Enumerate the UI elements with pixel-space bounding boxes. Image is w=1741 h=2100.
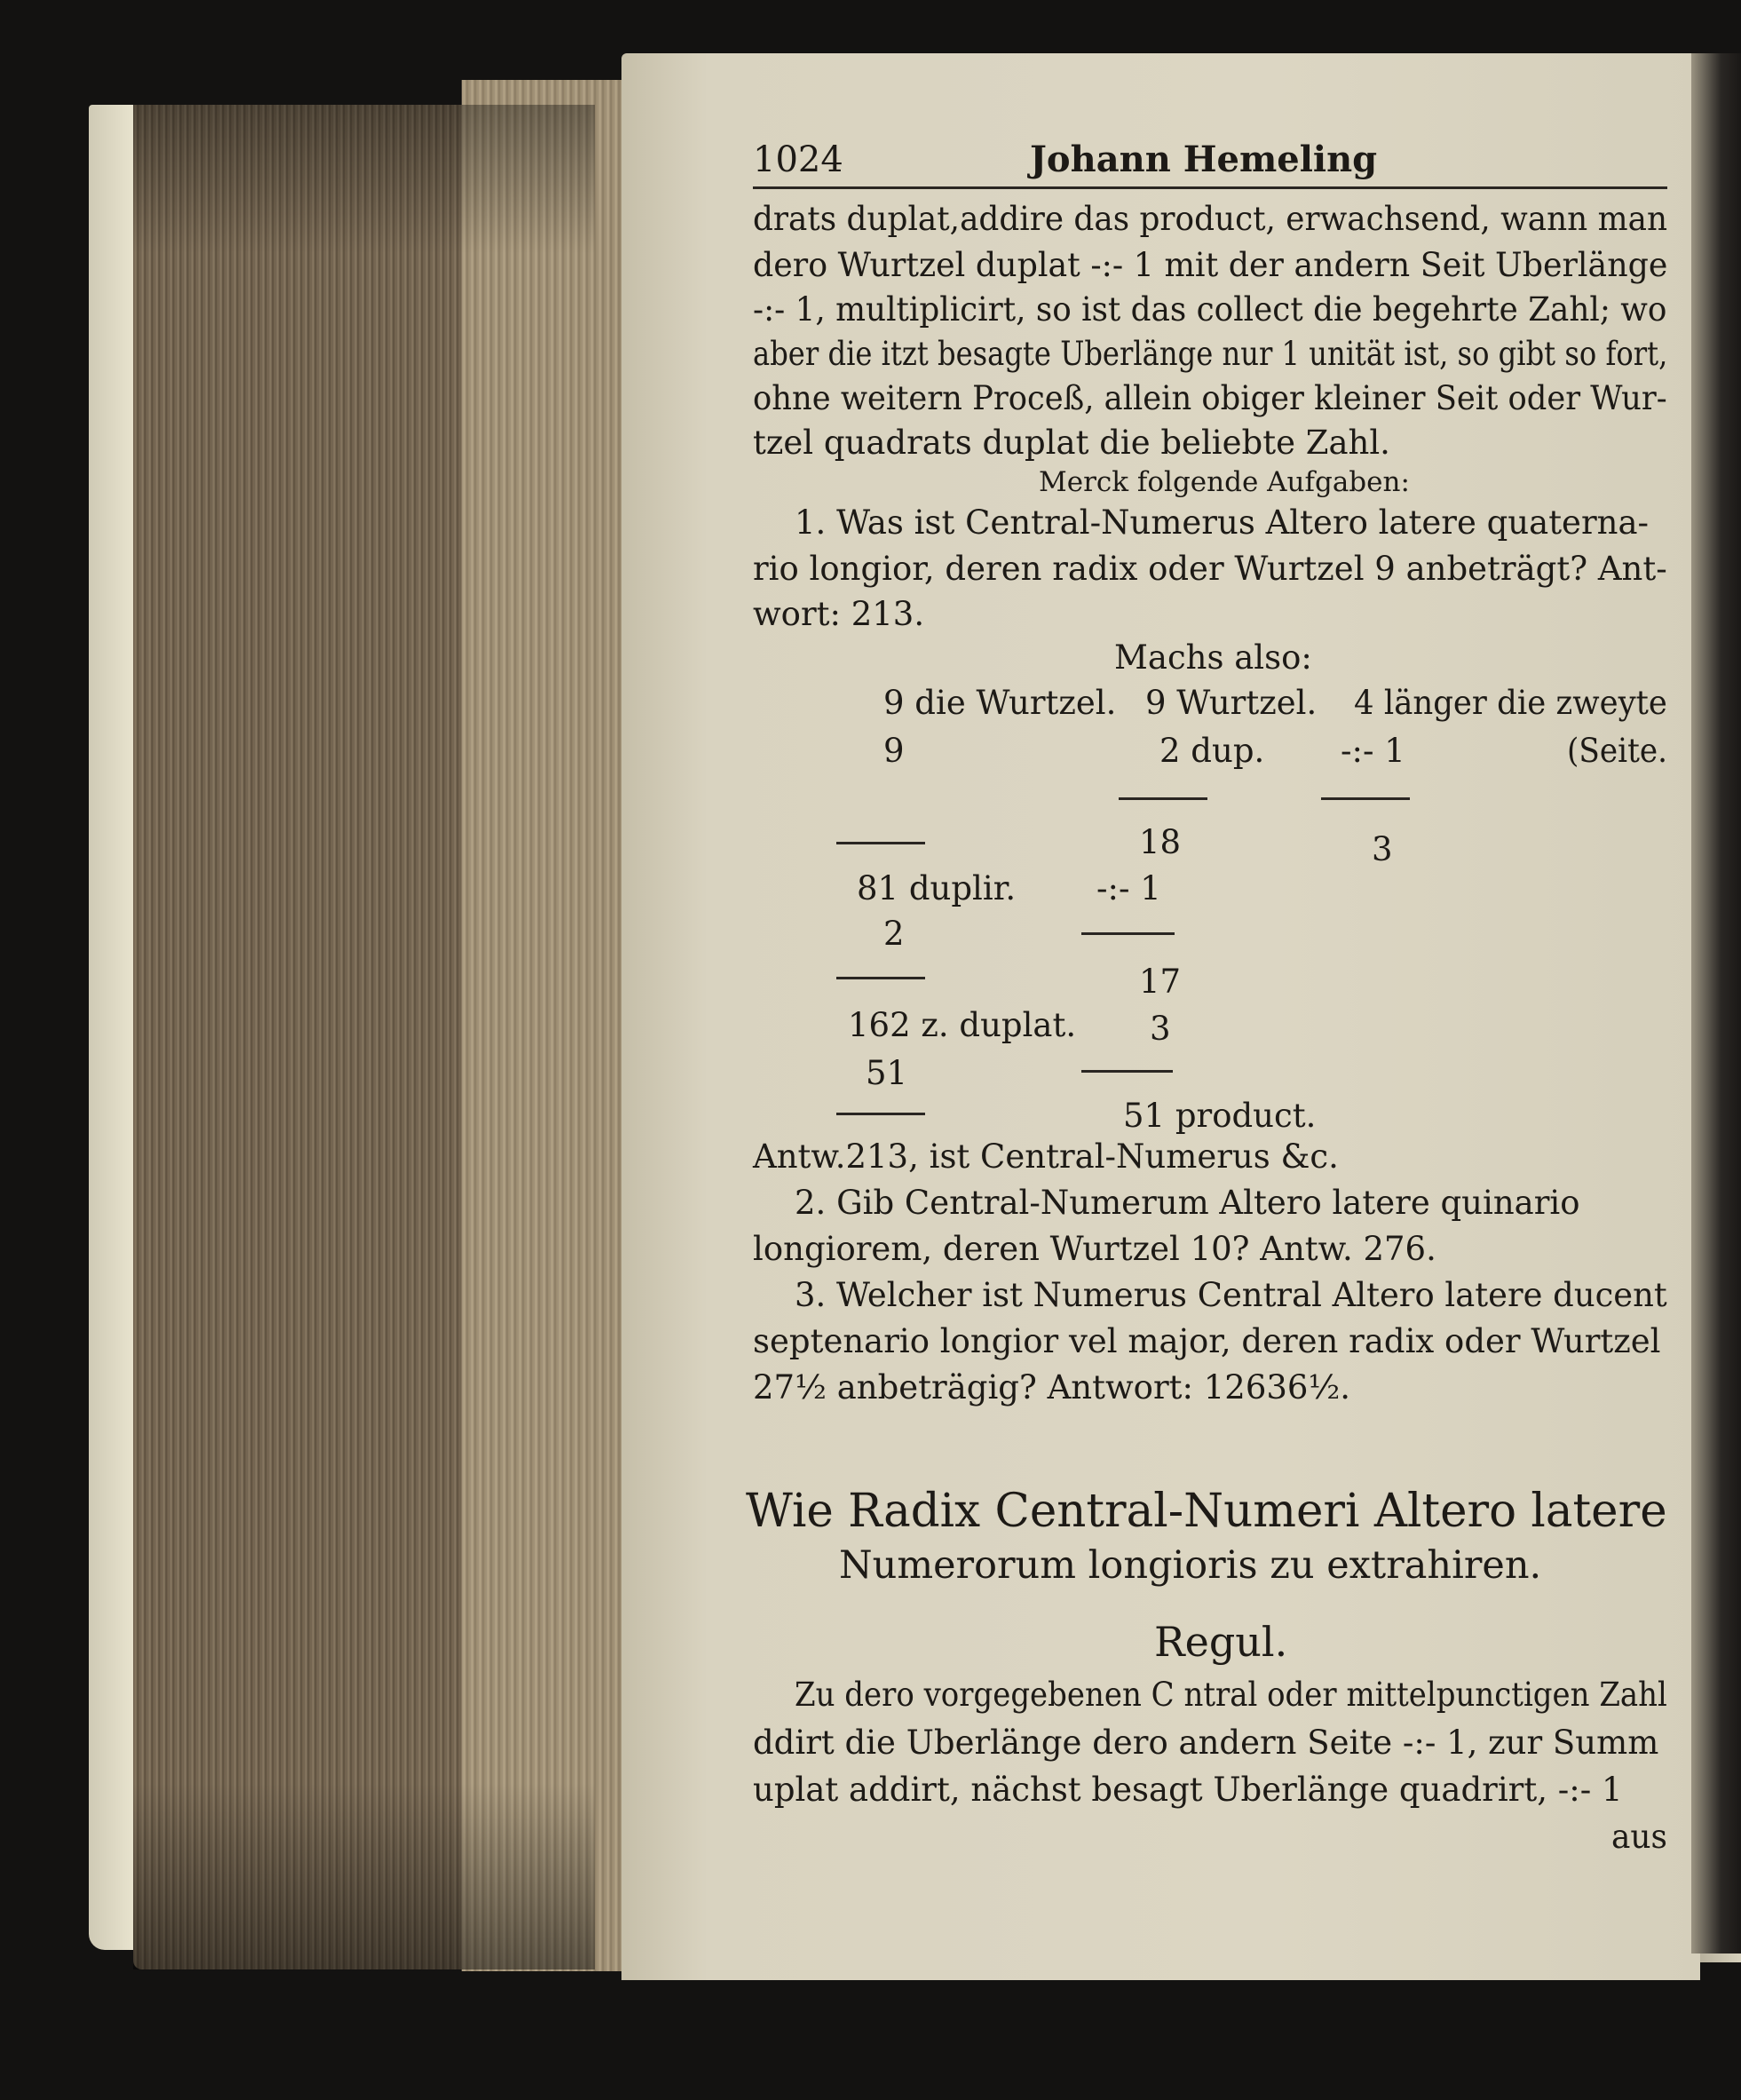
text-line: -:- 1, multiplicirt, so ist das collect die begehrte Zahl; wo	[753, 290, 1667, 329]
text-line: 2. Gib Central-Numerum Altero latere quinario	[795, 1184, 1580, 1222]
text-line: tzel quadrats duplat die beliebte Zahl.	[753, 424, 1390, 462]
sum-rule	[1321, 797, 1410, 800]
text-line: rio longior, deren radix oder Wurtzel 9 anbeträgt? Ant-	[753, 550, 1667, 588]
calc-cell: 3	[1372, 830, 1393, 868]
section-heading: Regul.	[1154, 1618, 1288, 1666]
text-line: Antw.213, ist Central-Numerus &c.	[753, 1137, 1339, 1176]
text-line: Zu dero vorgegebenen C ntral oder mittelpunctigen Zahl	[795, 1676, 1667, 1714]
section-title: Wie Radix Central-Numeri Altero latere	[746, 1485, 1667, 1538]
text-line: 3. Welcher ist Numerus Central Altero latere ducent	[795, 1276, 1667, 1314]
header-rule	[753, 186, 1667, 189]
calc-cell: 17	[1139, 963, 1182, 1001]
sum-rule	[836, 1113, 925, 1115]
text-line: uplat addirt, nächst besagt Uberlänge quadrirt, -:- 1	[753, 1771, 1623, 1809]
text-line: 1. Was ist Central-Numerus Altero latere quaterna-	[795, 503, 1650, 542]
calc-cell: 81 duplir.	[857, 869, 1017, 907]
calc-cell: 18	[1139, 823, 1182, 861]
text-line: drats duplat,addire das product, erwachsend, wann man	[753, 200, 1668, 238]
calc-cell: 2	[883, 915, 905, 953]
text-line: 27½ anbeträgig? Antwort: 12636½.	[753, 1368, 1351, 1407]
running-title: Johann Hemeling	[1030, 139, 1378, 180]
calc-cell: 51 product.	[1123, 1097, 1317, 1135]
calc-cell: -:- 1	[1341, 732, 1405, 770]
section-heading: Merck folgende Aufgaben:	[1039, 466, 1410, 498]
calc-cell: 9 Wurtzel.	[1145, 684, 1318, 722]
book-gutter	[1691, 53, 1741, 1953]
calc-cell: -:- 1	[1096, 869, 1161, 907]
sum-rule	[1081, 1070, 1173, 1073]
sum-rule	[1081, 932, 1175, 935]
sum-rule	[836, 842, 925, 844]
text-line: septenario longior vel major, deren radix oder Wurtzel	[753, 1322, 1661, 1360]
text-line: ddirt die Uberlänge dero andern Seite -:- 1, zur Summ	[753, 1724, 1659, 1762]
sum-rule	[1119, 797, 1207, 800]
page-number: 1024	[753, 139, 843, 180]
catchword: aus	[1611, 1818, 1668, 1856]
text-line: wort: 213.	[753, 595, 925, 633]
calc-cell: (Seite.	[1567, 732, 1668, 770]
text-line: ohne weitern Proceß, allein obiger kleiner Seit oder Wur-	[753, 379, 1667, 417]
sum-rule	[836, 977, 925, 979]
calc-cell: 9	[883, 732, 905, 770]
calc-cell: 4 länger die zweyte	[1354, 684, 1667, 722]
calc-cell: 51	[866, 1054, 908, 1092]
calc-cell: 9 die Wurtzel.	[883, 684, 1117, 722]
section-heading: Machs also:	[1114, 638, 1312, 677]
text-line: longiorem, deren Wurtzel 10? Antw. 276.	[753, 1230, 1436, 1268]
book-edge-shadow	[133, 105, 595, 1969]
text-line: dero Wurtzel duplat -:- 1 mit der andern Seit Uberlänge	[753, 246, 1668, 284]
calc-cell: 2 dup.	[1159, 732, 1265, 770]
section-title: Numerorum longioris zu extrahiren.	[839, 1543, 1542, 1588]
text-line: aber die itzt besagte Uberlänge nur 1 unität ist, so gibt so fort,	[753, 335, 1668, 373]
calc-cell: 3	[1150, 1010, 1171, 1048]
calc-cell: 162 z. duplat.	[848, 1006, 1077, 1044]
